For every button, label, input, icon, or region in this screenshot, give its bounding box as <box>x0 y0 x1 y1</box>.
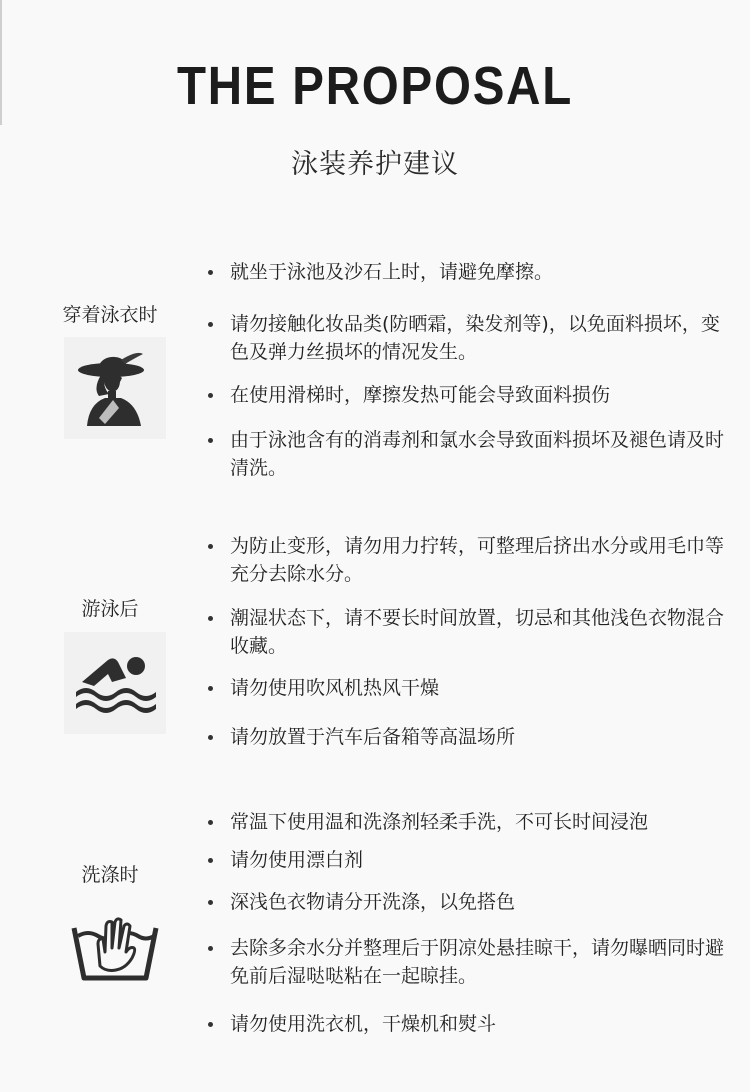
list-item: 常温下使用温和洗涤剂轻柔手洗，不可长时间浸泡 <box>205 808 725 836</box>
list-item: 就坐于泳池及沙石上时，请避免摩擦。 <box>205 258 725 286</box>
list-item: 请勿放置于汽车后备箱等高温场所 <box>205 723 725 751</box>
list-item: 请勿使用漂白剂 <box>205 846 725 874</box>
lady-with-hat-icon <box>64 337 166 439</box>
list-item: 为防止变形，请勿用力拧转，可整理后挤出水分或用毛巾等充分去除水分。 <box>205 532 725 588</box>
list-item: 在使用滑梯时，摩擦发热可能会导致面料损伤 <box>205 381 725 409</box>
list-item: 请勿使用洗衣机，干燥机和熨斗 <box>205 1010 725 1038</box>
list-item: 深浅色衣物请分开洗涤，以免搭色 <box>205 888 725 916</box>
list-item: 请勿接触化妆品类(防晒霜，染发剂等)，以免面料损坏，变色及弹力丝损坏的情况发生。 <box>205 310 725 366</box>
hand-wash-icon <box>64 893 166 995</box>
list-item: 潮湿状态下，请不要长时间放置，切忌和其他浅色衣物混合收藏。 <box>205 604 725 660</box>
swimmer-icon <box>64 632 166 734</box>
list-item: 由于泳池含有的消毒剂和氯水会导致面料损坏及褪色请及时清洗。 <box>205 426 725 482</box>
section-label: 穿着泳衣时 <box>62 304 158 326</box>
edge-mark <box>0 0 2 125</box>
section-label: 洗涤时 <box>81 864 139 886</box>
section-label: 游泳后 <box>81 598 139 620</box>
page-subtitle: 泳装养护建议 <box>291 149 459 180</box>
page-title: THE PROPOSAL <box>176 56 574 116</box>
list-item: 去除多余水分并整理后于阴凉处悬挂晾干，请勿曝晒同时避免前后湿哒哒粘在一起晾挂。 <box>205 934 725 990</box>
list-item: 请勿使用吹风机热风干燥 <box>205 674 725 702</box>
